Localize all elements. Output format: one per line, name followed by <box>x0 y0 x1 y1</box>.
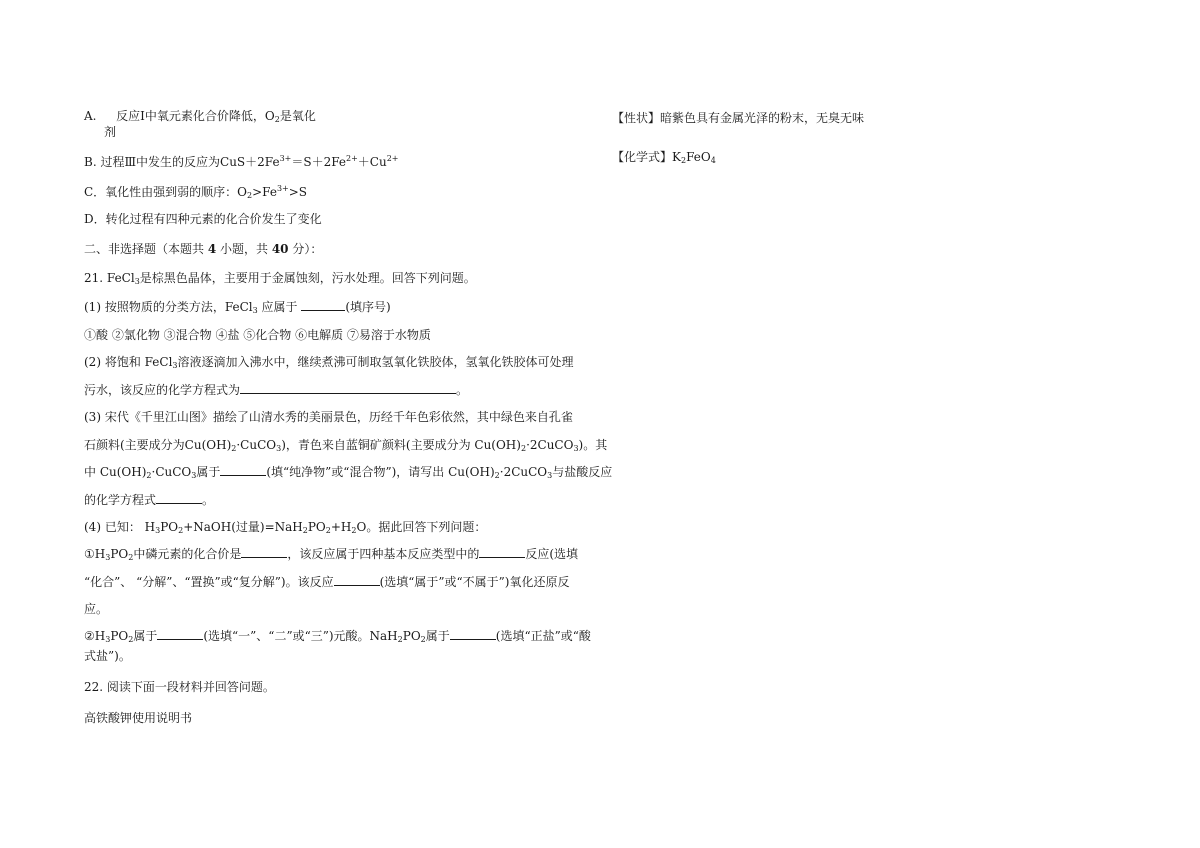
option-d <box>84 211 322 227</box>
property-label: 【性状】 <box>612 111 661 125</box>
q21-3-text: ·CuCO <box>236 438 277 452</box>
q21-3-text: ·CuCO <box>151 465 192 479</box>
q21-4-text: O。据此回答下列问题： <box>356 520 487 534</box>
option-c-text: >S <box>288 185 308 199</box>
question-21-part1 <box>84 299 391 319</box>
q21-4-2-text: PO <box>110 629 129 643</box>
q21-4-2-text: ②H <box>84 629 106 643</box>
q21-2-text: (2) 将饱和 FeCl <box>84 355 173 369</box>
option-c-text: C．氧化性由强到弱的顺序：O <box>84 185 248 199</box>
q21-3-text: (3) 宋代《千里江山图》描绘了山清水秀的美丽景色，历经千年色彩依然，其中绿色来自孔雀 <box>84 410 573 424</box>
q21-3-text: ·2CuCO <box>499 465 548 479</box>
manual-formula <box>612 149 716 169</box>
q21-4-2-sub: 3 <box>105 635 111 644</box>
q21-4-text: +NaOH(过量)=NaH <box>183 520 303 534</box>
q21-choices-text: ①酸 ②氯化物 ③混合物 ④盐 ⑤化合物 ⑥电解质 ⑦易溶于水物质 <box>84 328 431 342</box>
q21-4-1-text: 反应(选填 <box>525 547 579 561</box>
answer-blank[interactable] <box>156 492 202 504</box>
q21-4-2-text: PO <box>402 629 421 643</box>
q21-4-text: PO <box>160 520 179 534</box>
q21-4-sub: 2 <box>302 526 308 535</box>
option-b-text: ＋Cu <box>357 155 387 169</box>
q21-3-sub: 3 <box>547 471 553 480</box>
answer-blank[interactable] <box>241 546 287 558</box>
q21-4-sub: 2 <box>351 526 357 535</box>
q21-4-text: +H <box>330 520 352 534</box>
q21-3-text: )。其 <box>578 438 608 452</box>
q21-3-sub: 2 <box>494 471 500 480</box>
answer-blank[interactable] <box>450 628 496 640</box>
option-a-text2: 是氧化 <box>279 109 316 123</box>
q21-4-sub: 2 <box>178 526 184 535</box>
q21-4-sub: 3 <box>155 526 161 535</box>
answer-blank[interactable] <box>157 628 203 640</box>
section-heading-count: 4 <box>207 242 217 256</box>
option-a-line1 <box>84 108 316 128</box>
q21-4-sub: 2 <box>325 526 331 535</box>
option-c-sup: 3+ <box>276 184 289 193</box>
q21-text: 是棕黑色晶体，主要用于金属蚀刻，污水处理。回答下列问题。 <box>139 271 476 285</box>
q21-2-text: 溶液逐滴加入沸水中，继续煮沸可制取氢氧化铁胶体，氢氧化铁胶体可处理 <box>177 355 574 369</box>
answer-blank[interactable] <box>479 546 525 558</box>
q22-text: 22. 阅读下面一段材料并回答问题。 <box>84 680 275 694</box>
q21-4-2-sub: 2 <box>397 635 403 644</box>
q21-3-sub: 2 <box>231 444 237 453</box>
formula-sub: 4 <box>710 156 716 165</box>
q21-4-1-text: ，该反应属于四种基本反应类型中的 <box>287 547 480 561</box>
section-heading-score: 40 <box>271 242 289 256</box>
q21-3-text: 。 <box>202 493 215 507</box>
question-21-part4-2-line2 <box>84 648 131 664</box>
question-21-stem <box>84 270 476 290</box>
manual-property <box>612 110 864 126</box>
formula-sub: 2 <box>680 156 687 165</box>
q21-3-sub: 3 <box>573 444 579 453</box>
q21-4-2-text: (选填“一”、“二”或“三”)元酸。NaH <box>203 629 398 643</box>
answer-blank[interactable] <box>301 299 345 311</box>
question-21-part4-1-line3 <box>84 601 108 617</box>
option-b-sup: 2+ <box>346 154 358 163</box>
q21-4-1-sub: 2 <box>128 553 134 562</box>
question-21-part4-1-line2 <box>84 574 569 590</box>
option-a-sub: 2 <box>274 115 280 124</box>
q21-3-text: 中 Cu(OH) <box>84 465 147 479</box>
option-c-sub: 2 <box>247 191 253 200</box>
option-a-line2 <box>104 124 116 140</box>
q21-1-sub: 3 <box>252 306 258 315</box>
formula-label: 【化学式】 <box>612 150 673 164</box>
answer-blank[interactable] <box>240 382 456 394</box>
option-c-text: >Fe <box>252 185 277 199</box>
section-heading <box>84 241 322 257</box>
q21-3-sub: 2 <box>520 444 527 453</box>
q21-4-1-text: PO <box>110 547 129 561</box>
option-a-label: A. <box>84 109 97 123</box>
q21-3-text: )，青色来自蓝铜矿颜料(主要成分为 Cu(OH) <box>281 438 521 452</box>
q21-4-2-sub: 2 <box>420 635 426 644</box>
question-21-part4-2-line1 <box>84 628 591 648</box>
formula-text: FeO <box>686 150 711 164</box>
q21-4-2-text: 式盐”)。 <box>84 649 131 663</box>
option-c <box>84 181 307 204</box>
q21-3-text: 与盐酸反应 <box>552 465 613 479</box>
option-a-wrap: 剂 <box>104 125 117 139</box>
q21-3-sub: 2 <box>146 471 152 480</box>
q21-4-text: PO <box>307 520 326 534</box>
question-21-part3-line2 <box>84 437 607 457</box>
question-21-part3-line1 <box>84 409 573 425</box>
q21-3-text: 石颜料(主要成分为Cu(OH) <box>84 438 232 452</box>
q21-text: 21. FeCl <box>84 271 135 285</box>
question-21-choices <box>84 327 431 343</box>
q21-4-1-text: “化合”、 “分解”、“置换”或“复分解”)。该反应 <box>84 575 334 589</box>
q21-4-1-sub: 3 <box>105 553 111 562</box>
q21-2-sub: 3 <box>172 361 178 370</box>
q21-3-text: 属于 <box>196 465 221 479</box>
option-a-text: 反应Ⅰ中氧元素化合价降低，O <box>116 109 275 123</box>
q21-1-text: (填序号) <box>345 300 391 314</box>
section-heading-text: 分）： <box>288 242 323 256</box>
q21-sub: 3 <box>134 277 140 286</box>
q21-4-1-text: 中磷元素的化合价是 <box>133 547 242 561</box>
question-21-part2-line2 <box>84 382 468 398</box>
q21-2-text: 污水，该反应的化学方程式为 <box>84 383 241 397</box>
manual-title-text: 高铁酸钾使用说明书 <box>84 711 193 725</box>
manual-title <box>84 710 192 726</box>
q21-4-2-sub: 2 <box>128 635 134 644</box>
q21-4-1-text: (选填“属于”或“不属于”)氧化还原反 <box>379 575 570 589</box>
question-22 <box>84 679 275 695</box>
q21-4-1-text: 应。 <box>84 602 109 616</box>
formula-text: K <box>672 150 681 164</box>
q21-1-text: (1) 按照物质的分类方法，FeCl <box>84 300 253 314</box>
q21-4-2-text: 属于 <box>133 629 158 643</box>
section-heading-text: 小题，共 <box>216 242 272 256</box>
q21-4-1-text: ①H <box>84 547 106 561</box>
option-b-text: ＝S＋2Fe <box>291 155 346 169</box>
answer-blank[interactable] <box>334 574 380 586</box>
option-b-text: B. 过程Ⅲ中发生的反应为CuS＋2Fe <box>84 155 280 169</box>
option-b-sup: 3+ <box>279 154 292 163</box>
q21-3-text: ·2CuCO <box>526 438 574 452</box>
option-b <box>84 151 399 170</box>
section-heading-text: 二、非选择题（本题共 <box>84 242 208 256</box>
question-21-part4-1-line1 <box>84 546 578 566</box>
q21-3-sub: 3 <box>276 444 282 453</box>
option-b-sup: 2+ <box>386 154 399 163</box>
answer-blank[interactable] <box>220 464 266 476</box>
question-21-part3-line4 <box>84 492 214 508</box>
question-21-part3-line3 <box>84 464 612 484</box>
q21-2-text: 。 <box>456 383 469 397</box>
question-21-part4 <box>84 519 486 539</box>
property-text: 暗紫色具有金属光泽的粉末，无臭无味 <box>660 111 865 125</box>
q21-3-text: 的化学方程式 <box>84 493 157 507</box>
q21-4-2-text: 属于 <box>425 629 450 643</box>
q21-3-sub: 3 <box>191 471 197 480</box>
question-21-part2-line1 <box>84 354 574 374</box>
q21-1-text: 应属于 <box>257 300 302 314</box>
q21-3-text: (填“纯净物”或“混合物”)，请写出 Cu(OH) <box>266 465 495 479</box>
q21-4-2-text: (选填“正盐”或“酸 <box>495 629 591 643</box>
q21-4-text: (4) 已知： H <box>84 520 156 534</box>
option-d-text: D．转化过程有四种元素的化合价发生了变化 <box>84 212 322 226</box>
